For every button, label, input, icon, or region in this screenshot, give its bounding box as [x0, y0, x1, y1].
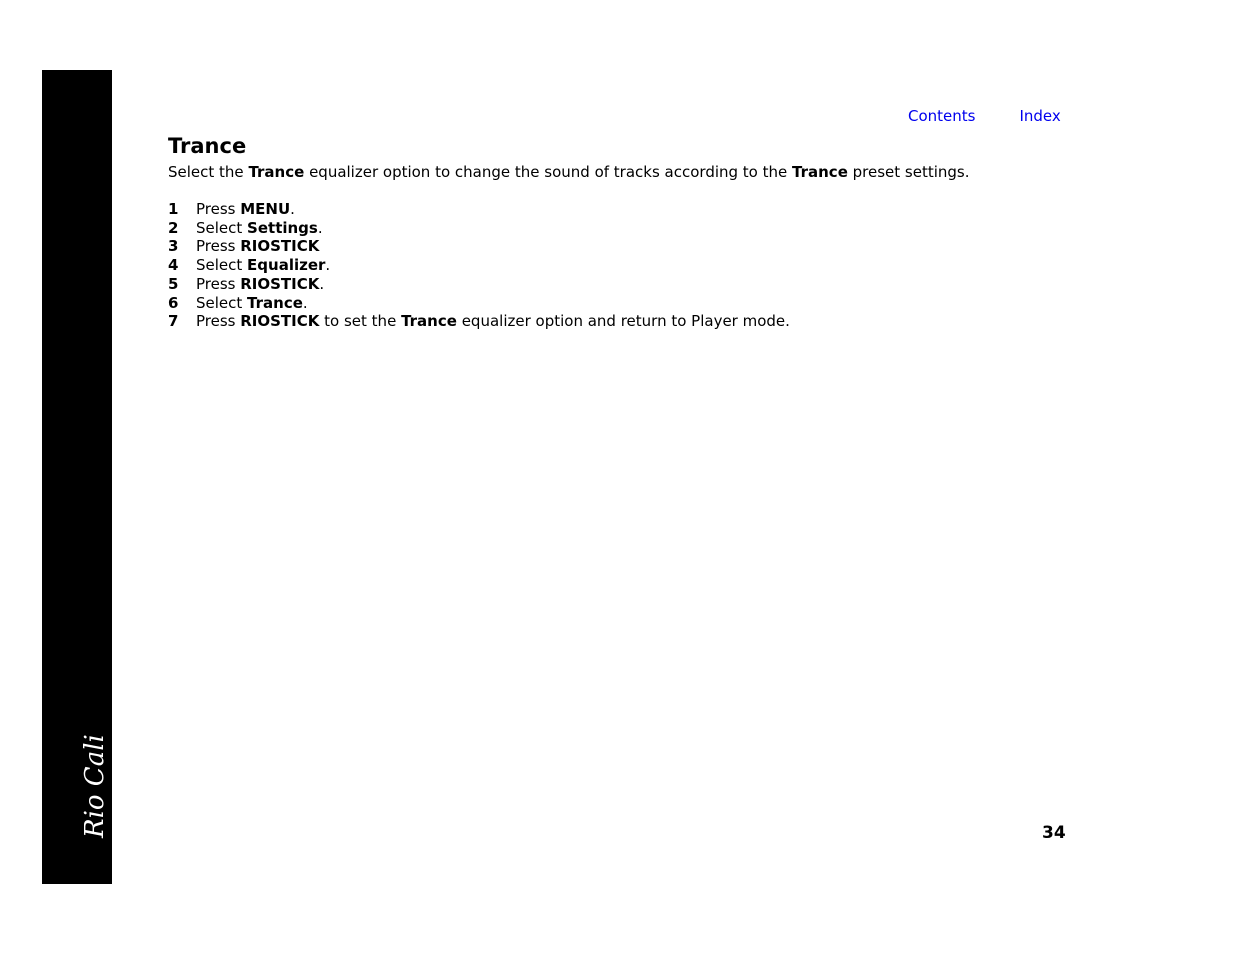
- section-title: Trance: [168, 134, 247, 158]
- step-number: 6: [168, 293, 179, 312]
- step-keyword: Trance: [247, 293, 303, 312]
- intro-text: Select the: [168, 163, 249, 181]
- step-number: 1: [168, 200, 179, 218]
- step-text: .: [290, 200, 295, 218]
- step-keyword: Settings: [247, 218, 318, 237]
- index-link[interactable]: Index: [1019, 107, 1061, 125]
- step-keyword: RIOSTICK: [240, 312, 320, 331]
- step-text: Select: [196, 256, 248, 275]
- step-text: .: [317, 218, 323, 237]
- step-text: .: [325, 256, 331, 275]
- step-number: 3: [168, 237, 179, 256]
- step-item: [168, 200, 790, 219]
- step-text: Select: [196, 293, 248, 312]
- step-text: Press: [196, 274, 241, 293]
- step-number: 5: [168, 274, 179, 293]
- intro-text: preset settings.: [847, 163, 970, 181]
- step-item: [168, 219, 790, 238]
- step-text: to set the: [319, 312, 402, 331]
- contents-link[interactable]: Contents: [908, 107, 976, 125]
- intro-bold: Trance: [792, 163, 848, 181]
- step-number: 7: [168, 312, 179, 331]
- step-item: [168, 237, 790, 256]
- step-keyword: RIOSTICK: [240, 274, 320, 293]
- step-text: Press: [196, 312, 241, 331]
- step-text: Press: [196, 237, 241, 256]
- steps-list: [168, 200, 790, 331]
- step-item: [168, 275, 790, 294]
- top-nav: [908, 107, 1061, 125]
- step-text: Press: [196, 200, 241, 218]
- step-number: 2: [168, 218, 179, 237]
- step-keyword: MENU: [240, 200, 291, 218]
- sidebar-title: Rio Cali: [80, 734, 110, 838]
- step-item: [168, 294, 790, 313]
- step-text: equalizer option and return to Player mode.: [456, 312, 790, 331]
- step-keyword: RIOSTICK: [240, 237, 320, 256]
- step-text: .: [302, 293, 308, 312]
- intro-text: equalizer option to change the sound of tracks according to the: [304, 163, 793, 181]
- step-text: Select: [196, 218, 248, 237]
- intro-bold: Trance: [248, 163, 305, 181]
- step-keyword: Trance: [401, 312, 457, 331]
- step-number: 4: [168, 256, 179, 275]
- step-item: [168, 256, 790, 275]
- intro-paragraph: [168, 162, 970, 182]
- step-text: .: [319, 274, 325, 293]
- page-number: 34: [1042, 823, 1066, 843]
- step-keyword: Equalizer: [247, 256, 326, 275]
- step-item: [168, 312, 790, 331]
